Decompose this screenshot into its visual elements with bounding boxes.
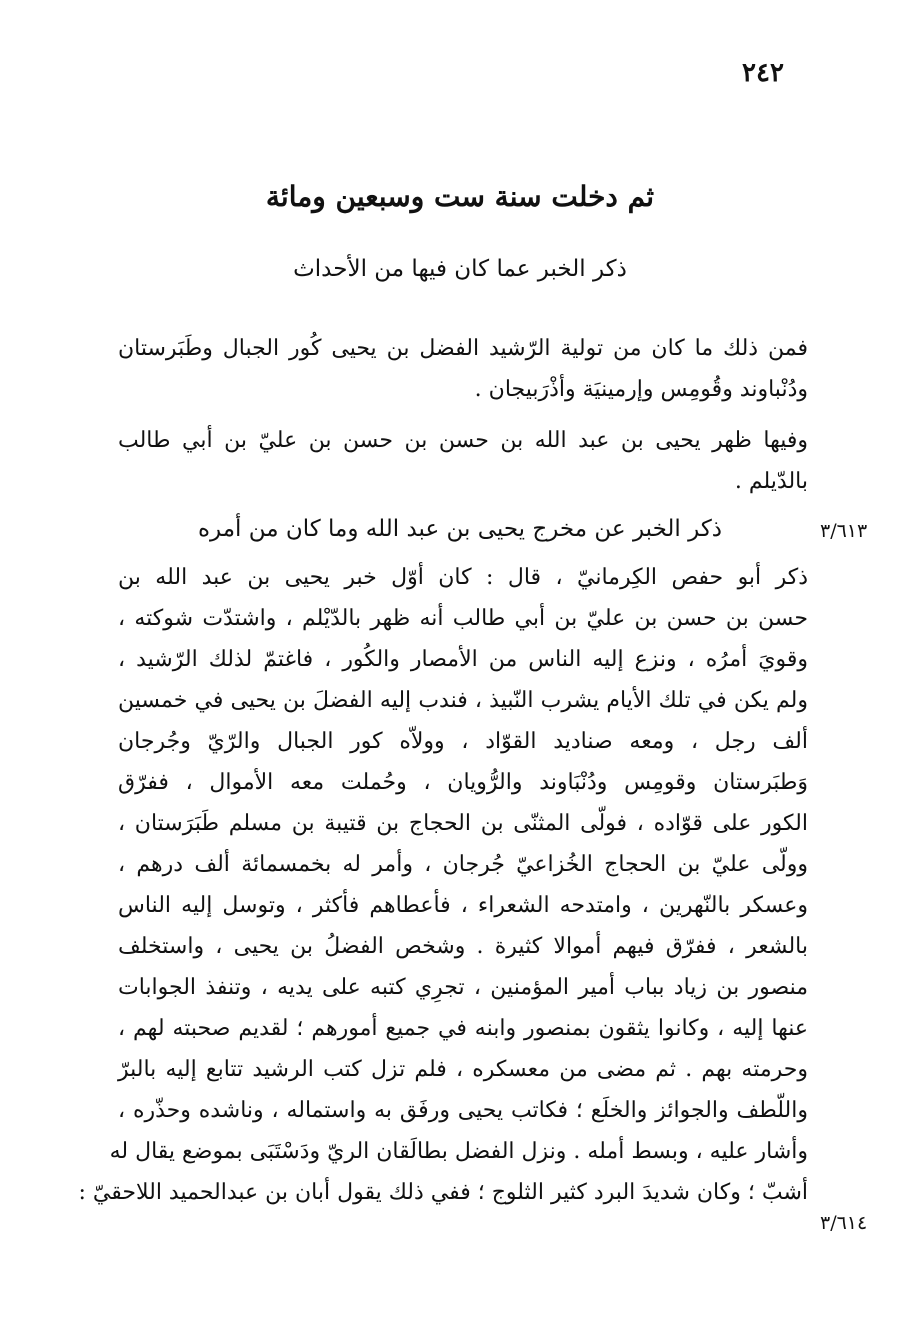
- text-line: وعسكر بالنّهرين ، وامتدحه الشعراء ، فأعطاهم فأكثر ، وتوسل إليه الناس: [118, 893, 808, 918]
- text-line: وَطبَرستان وقومِس ودُنْبَاوند والرُّويان ، وحُملت معه الأموال ، ففرّق: [118, 770, 808, 795]
- paragraph: [118, 328, 808, 410]
- text-line: واللّطف والجوائز والخلَع ؛ فكاتب يحيى ورفَق به واستماله ، وناشده وحذّره ،: [118, 1098, 808, 1123]
- page-number: ٢٤٢: [742, 58, 784, 88]
- text-line: أشبّ ؛ وكان شديدَ البرد كثير الثلوج ؛ ففي ذلك يقول أبان بن عبدالحميد اللاحقيّ :: [78, 1180, 808, 1205]
- text-line: وقويَ أمرُه ، ونزع إليه الناس من الأمصار والكُور ، فاغتمّ لذلك الرّشيد ،: [118, 647, 808, 672]
- paragraph: [78, 557, 808, 1213]
- text-line: منصور بن زياد بباب أمير المؤمنين ، تجرِي كتبه على يديه ، وتنفذ الجوابات: [118, 975, 808, 1000]
- text-line: بالشعر ، ففرّق فيهم أموالا كثيرة . وشخص الفضلُ بن يحيى ، واستخلف: [118, 934, 808, 959]
- text-line: ذكر أبو حفص الكِرمانيّ ، قال : كان أوّل خبر يحيى بن عبد الله بن: [118, 565, 808, 590]
- text-line: فمن ذلك ما كان من تولية الرّشيد الفضل بن يحيى كُور الجبال وطَبَرستان: [118, 336, 808, 361]
- text-line: حسن بن حسن بن عليّ بن أبي طالب أنه ظهر بالدّيْلم ، واشتدّت شوكته ،: [118, 606, 808, 631]
- paragraph: [118, 420, 808, 502]
- text-line: وولّى عليّ بن الحجاج الخُزاعيّ جُرجان ، وأمر له بخمسمائة ألف درهم ،: [118, 852, 808, 877]
- section-subheading: ذكر الخبر عن مخرج يحيى بن عبد الله وما كان من أمره: [197, 516, 723, 542]
- text-line: وأشار عليه ، وبسط أمله . ونزل الفضل بطالَقان الريّ ودَسْتَبَى بموضع يقال له: [109, 1139, 808, 1164]
- margin-reference: ٣/٦١٣: [820, 520, 868, 542]
- text-line: عنها إليه ، وكانوا يثقون بمنصور وابنه في جميع أمورهم ؛ لقديم صحبته لهم ،: [118, 1016, 808, 1041]
- text-line: وحرمته بهم . ثم مضى من معسكره ، فلم تزل كتب الرشيد تتابع إليه بالبرّ: [118, 1057, 808, 1082]
- text-line: الكور على قوّاده ، فولّى المثنّى بن الحجاج بن قتيبة بن مسلم طَبَرَستان ،: [118, 811, 808, 836]
- margin-reference: ٣/٦١٤: [820, 1212, 868, 1234]
- text-line: ولم يكن في تلك الأيام يشرب النّبيذ ، فندب إليه الفضلَ بن يحيى في خمسين: [118, 688, 808, 713]
- text-line: بالدّيلم .: [734, 469, 808, 494]
- section-subheading: ذكر الخبر عما كان فيها من الأحداث: [293, 256, 627, 282]
- text-line: وفيها ظهر يحيى بن عبد الله بن حسن بن حسن بن عليّ بن أبي طالب: [118, 428, 808, 453]
- text-line: ألف رجل ، ومعه صناديد القوّاد ، وولاّه كور الجبال والرّيّ وجُرجان: [118, 729, 808, 754]
- page-heading: ثم دخلت سنة ست وسبعين ومائة: [265, 180, 655, 213]
- text-line: ودُنْباوند وقُومِس وإرمينيَة وأذْرَبيجان .: [474, 377, 808, 402]
